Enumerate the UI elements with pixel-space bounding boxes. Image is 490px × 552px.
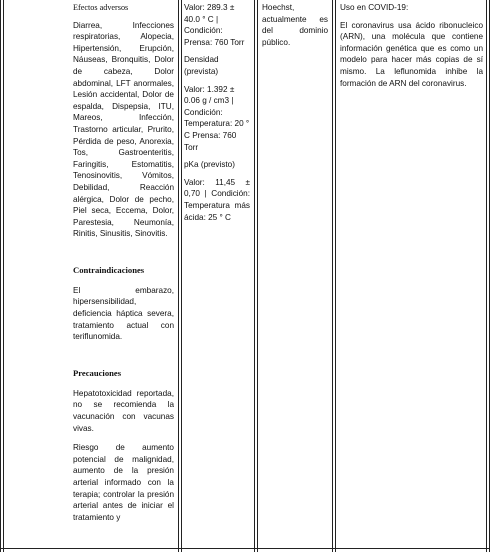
precautions-text-2: Riesgo de aumento potencial de malignidad, aumento de la presión arterial informado con la terapia; controlar la presión arterial antes de iniciar el tratamiento y: [73, 443, 174, 522]
density-value: Valor: 1.392 ± 0.06 g / cm3 | Condición: Temperatura: 20 ° C Prensa: 760 Torr: [184, 84, 250, 152]
row-bottom-border: [0, 548, 490, 549]
cell-covid-use: [340, 2, 483, 89]
precautions-text-1: Hepatotoxicidad reportada, no se recomienda la vacunación con vacunas vivas.: [73, 388, 174, 433]
column-divider-3: [332, 0, 336, 552]
cell-adverse-effects: [73, 2, 174, 523]
pka-label: pKa (previsto): [184, 160, 235, 170]
table-border-right: [486, 0, 490, 552]
density-label: Densidad (prevista): [184, 55, 219, 76]
cell-properties: [184, 2, 250, 223]
precautions-heading: Precauciones: [73, 367, 122, 378]
column-divider-2: [254, 0, 258, 552]
table-border-left: [0, 0, 4, 552]
covid-use-title: Uso en COVID-19:: [340, 3, 409, 12]
cell-origin: [262, 2, 328, 48]
pka-value: Valor: 11,45 ± 0,70 | Condición: Temperatura más ácida: 25 ° C: [184, 177, 250, 222]
contraindications-text: El embarazo, hipersensibilidad, deficiencia háptica severa, tratamiento actual con teriflunomida.: [73, 285, 174, 342]
adverse-effects-title: Efectos adversos: [73, 3, 129, 12]
covid-use-text: El coronavirus usa ácido ribonucleico (ARN), una molécula que contiene información genética que es como un modelo para hacer más copias de sí mismo. La leflunomida inhibe la formación de ARN del coronavirus.: [340, 20, 483, 88]
origin-text: Hoechst, actualmente es del dominio público.: [262, 3, 328, 47]
column-divider-1: [178, 0, 182, 552]
boiling-point-value: Valor: 289.3 ± 40.0 ° C | Condición: Prensa: 760 Torr: [184, 3, 245, 47]
contraindications-heading: Contraindicaciones: [73, 264, 145, 275]
adverse-effects-list: Diarrea, Infecciones respiratorias, Alopecia, Hipertensión, Erupción, Náuseas, Bronquitis, Dolor de cabeza, Dolor abdominal, LFT anormales, Lesión accidental, Dolor de espalda, Dispepsia, ITU, Mareos, Infección, Trastorno articular, Prurito, Pérdida de peso, Anorexia, Tos, Gastroenteritis, Faringitis, Estomatitis, Tenosinovitis, Vómitos, Debilidad, Reacción alérgica, Dolor de pecho, Piel seca, Eccema, Dolor, Parestesia, Neumonía, Rinitis, Sinusitis, Sinovitis.: [73, 20, 174, 239]
